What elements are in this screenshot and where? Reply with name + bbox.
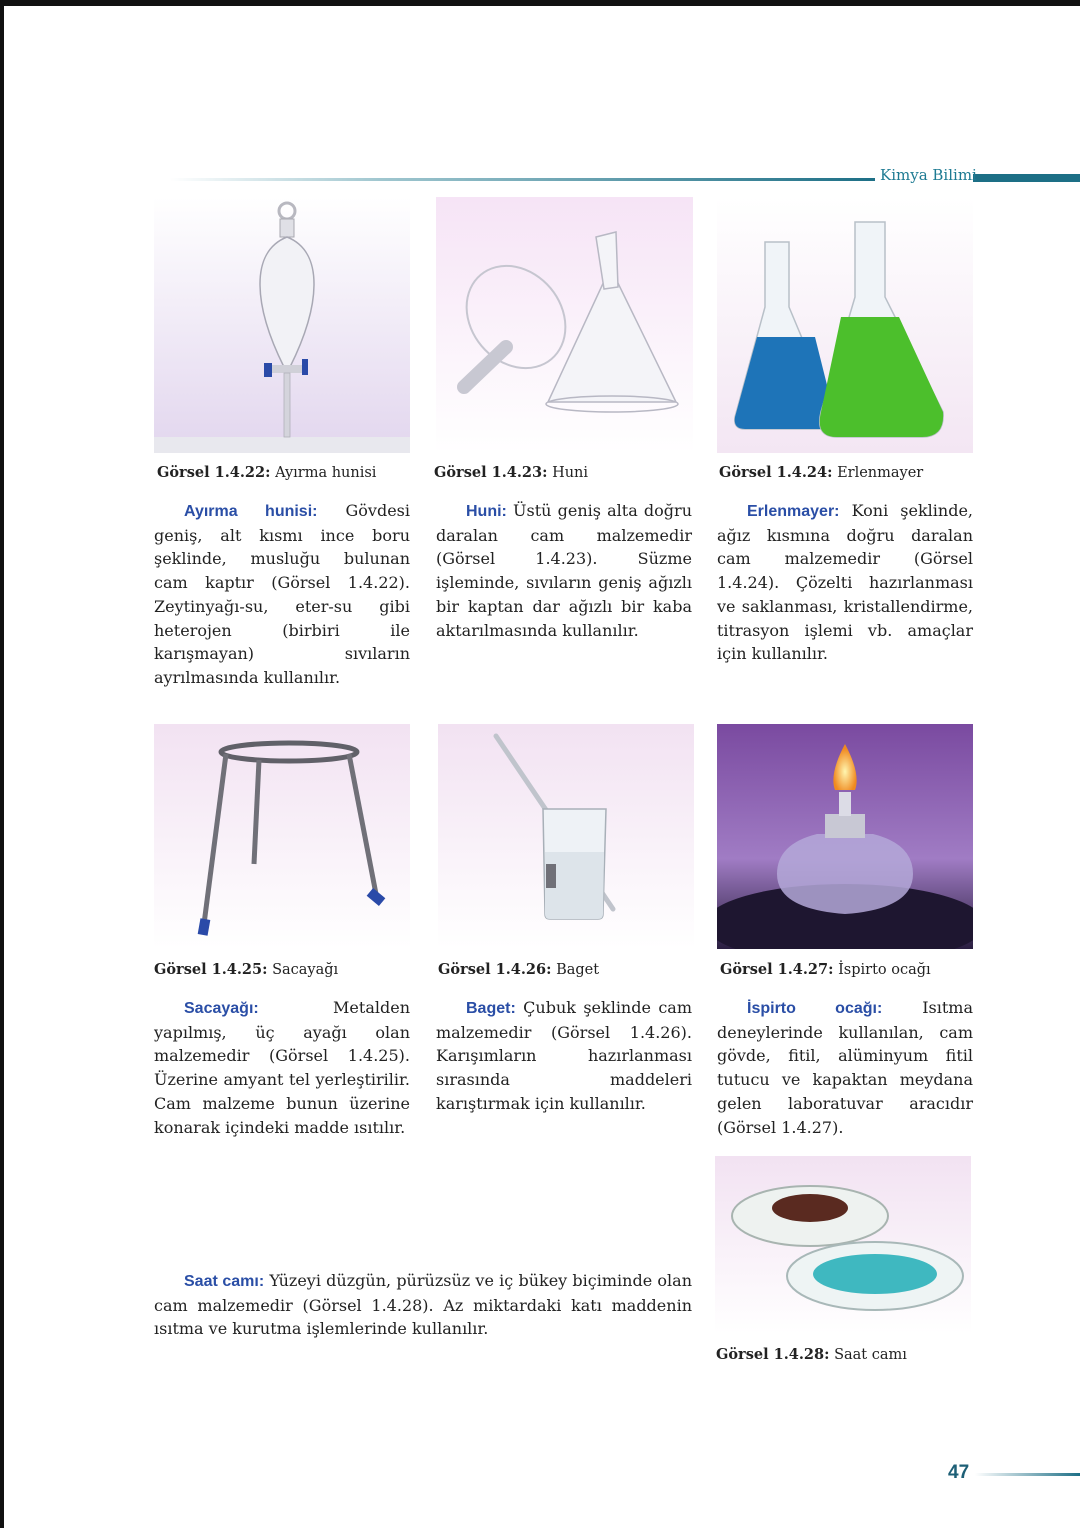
figure-spirit-lamp	[717, 724, 973, 949]
figure-caption: Görsel 1.4.27: İspirto ocağı	[720, 961, 931, 978]
paragraph-tripod: Sacayağı: Metalden yapılmış, üç ayağı olan malzemedir (Görsel 1.4.25). Üzerine amyant tel yerleştirilir. Cam malzeme bunun üzerine konarak içindeki madde ısıtılır.	[154, 998, 410, 1137]
paragraph-spirit-lamp: İspirto ocağı: Isıtma deneylerinde kullanılan, cam gövde, fitil, alüminyum fitil tutucu ve kapaktan meydana gelen laboratuvar aracıdır (Görsel 1.4.27).	[717, 998, 974, 1137]
figure-separatory-funnel	[154, 197, 410, 453]
page-border-top	[0, 0, 1080, 6]
separatory-funnel-icon	[154, 197, 410, 453]
paragraph-erlenmeyer: Erlenmayer: Koni şeklinde, ağız kısmına doğru daralan cam malzemedir (Görsel 1.4.24). Çözelti hazırlanması ve saklanması, kristallendirme, titrasyon işlemi vb. amaçlar için kullanılır.	[717, 501, 973, 664]
footer-rule	[975, 1473, 1080, 1476]
paragraph-funnel: Huni: Üstü geniş alta doğru daralan cam malzemedir (Görsel 1.4.23). Süzme işleminde, sıvıların geniş ağızlı bir kaptan dar ağızlı bir kaba aktarılmasında kullanılır.	[436, 501, 692, 640]
funnel-icon	[436, 197, 693, 453]
figure-glass-rod	[438, 724, 694, 949]
figure-caption: Görsel 1.4.22: Ayırma hunisi	[157, 464, 377, 481]
figure-caption: Görsel 1.4.28: Saat camı	[716, 1346, 907, 1363]
watch-glass-icon	[715, 1156, 971, 1334]
figure-watch-glass	[715, 1156, 971, 1334]
figure-caption: Görsel 1.4.24: Erlenmayer	[719, 464, 924, 481]
figure-caption: Görsel 1.4.23: Huni	[434, 464, 589, 481]
tripod-icon	[154, 724, 410, 949]
paragraph-watch-glass: Saat camı: Yüzeyi düzgün, pürüzsüz ve iç bükey biçiminde olan cam malzemedir (Görsel 1.4.28). Az miktardaki katı maddenin ısıtma ve kurutma işlemlerinde kullanılır.	[154, 1271, 692, 1339]
header-rule	[170, 178, 875, 181]
glass-rod-icon	[438, 724, 694, 949]
page-border-left	[0, 0, 4, 1528]
figure-caption: Görsel 1.4.26: Baget	[438, 961, 600, 978]
paragraph-separatory-funnel: Ayırma hunisi: Gövdesi geniş, alt kısmı ince boru şeklinde, musluğu bulunan cam kaptır (Görsel 1.4.22). Zeytinyağı-su, eter-su gibi heterojen (birbiri ile karışmayan) sıvıların ayrılmasında kullanılır.	[154, 501, 410, 687]
erlenmeyer-flask-icon	[717, 197, 973, 453]
figure-funnel	[436, 197, 693, 453]
figure-caption: Görsel 1.4.25: Sacayağı	[154, 961, 339, 978]
figure-erlenmeyer	[717, 197, 973, 453]
figure-tripod	[154, 724, 410, 949]
page-number: 47	[948, 1462, 970, 1483]
header-title: Kimya Bilimi	[880, 166, 977, 184]
paragraph-glass-rod: Baget: Çubuk şeklinde cam malzemedir (Görsel 1.4.26). Karışımların hazırlanması sırasında maddeleri karıştırmak için kullanılır.	[436, 998, 692, 1113]
spirit-lamp-icon	[717, 724, 973, 949]
header-bar	[973, 174, 1080, 182]
